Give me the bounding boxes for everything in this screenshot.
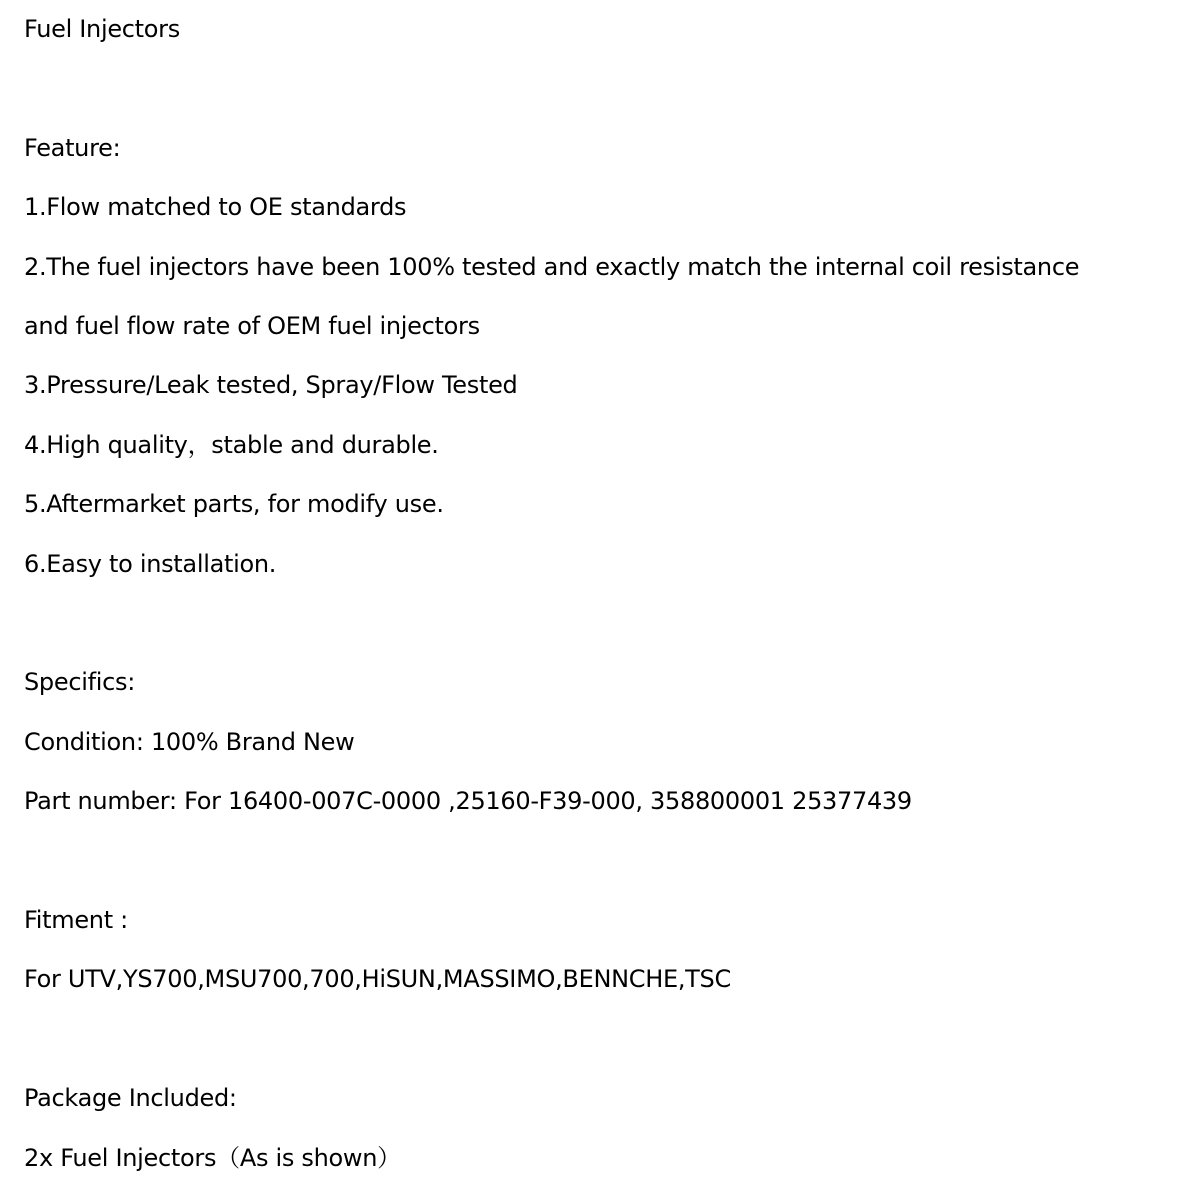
feature-item-5: 5.Aftermarket parts, for modify use. [24, 490, 444, 518]
feature-heading: Feature: [24, 134, 121, 162]
feature-item-3: 3.Pressure/Leak tested, Spray/Flow Tested [24, 371, 518, 399]
specifics-part-number: Part number: For 16400-007C-0000 ,25160-F39-000, 358800001 25377439 [24, 787, 912, 815]
feature-item-4: 4.High quality，stable and durable. [24, 431, 439, 459]
feature-item-1: 1.Flow matched to OE standards [24, 193, 407, 221]
package-text: 2x Fuel Injectors（As is shown） [24, 1144, 401, 1172]
fitment-text: For UTV,YS700,MSU700,700,HiSUN,MASSIMO,BENNCHE,TSC [24, 965, 731, 993]
feature-item-2-continued: and fuel flow rate of OEM fuel injectors [24, 312, 480, 340]
feature-item-6: 6.Easy to installation. [24, 550, 277, 578]
specifics-heading: Specifics: [24, 668, 136, 696]
package-heading: Package Included: [24, 1084, 237, 1112]
feature-item-2: 2.The fuel injectors have been 100% tested and exactly match the internal coil resistance [24, 253, 1080, 281]
document-title: Fuel Injectors [24, 15, 180, 43]
fitment-heading: Fitment : [24, 906, 128, 934]
specifics-condition: Condition: 100% Brand New [24, 728, 355, 756]
